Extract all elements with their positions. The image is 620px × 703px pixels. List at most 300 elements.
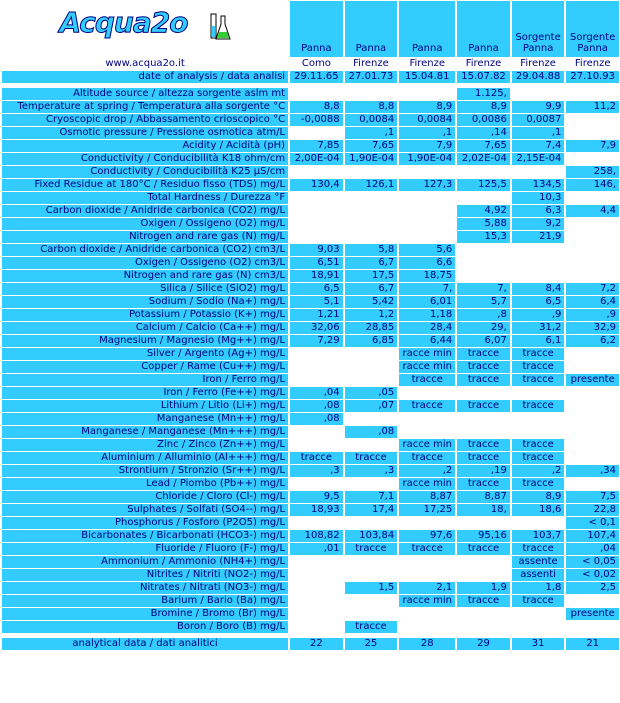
row-value (566, 114, 619, 126)
row-value (399, 608, 455, 620)
date-label: date of analysis / data analisi (2, 71, 288, 83)
table-row (2, 621, 619, 633)
row-value (345, 205, 398, 217)
row-value (512, 387, 565, 399)
row-value: tracce (512, 361, 565, 373)
row-value (290, 439, 343, 451)
row-label: Nitrates / Nitrati (NO3-) mg/L (2, 582, 288, 594)
row-label: Phosphorus / Fosforo (P2O5) mg/L (2, 517, 288, 529)
row-value: 6,07 (457, 335, 510, 347)
row-value: tracce (399, 374, 455, 386)
row-value: tracce (457, 452, 510, 464)
row-value: assenti (512, 569, 565, 581)
row-value (457, 244, 510, 256)
row-value: 2,02E-04 (457, 153, 510, 165)
row-value (399, 88, 455, 100)
table-row (2, 452, 619, 464)
row-value: 18,6 (512, 504, 565, 516)
row-value: tracce (457, 374, 510, 386)
row-value: tracce (512, 439, 565, 451)
row-value (345, 517, 398, 529)
row-value (399, 166, 455, 178)
row-label: Manganese (Mn++) mg/L (2, 413, 288, 425)
row-label: Nitrites / Nitriti (NO2-) mg/L (2, 569, 288, 581)
table-row (2, 439, 619, 451)
row-value: 103,7 (512, 530, 565, 542)
row-value: 9,5 (290, 491, 343, 503)
row-value: 1,21 (290, 309, 343, 321)
row-value: tracce (512, 452, 565, 464)
row-value: 9,2 (512, 218, 565, 230)
row-value (399, 426, 455, 438)
row-value (290, 127, 343, 139)
row-value (457, 608, 510, 620)
row-value (290, 556, 343, 568)
row-value (566, 361, 619, 373)
separator-cell (2, 634, 288, 637)
row-label: Osmotic pressure / Pressione osmotica atm/L (2, 127, 288, 139)
row-value: tracce (345, 452, 398, 464)
table-row (2, 426, 619, 438)
row-label: Oxigen / Ossigeno (O2) cm3/L (2, 257, 288, 269)
separator-cell (290, 84, 343, 87)
row-value: 0,0087 (512, 114, 565, 126)
row-value: ,04 (290, 387, 343, 399)
row-value: 2,1 (399, 582, 455, 594)
row-value: tracce (512, 400, 565, 412)
row-value: tracce (512, 595, 565, 607)
row-value: racce min (399, 478, 455, 490)
row-value (399, 517, 455, 529)
row-value: 2,5 (566, 582, 619, 594)
row-value: 29, (457, 322, 510, 334)
row-value: 7,4 (512, 140, 565, 152)
row-value (457, 166, 510, 178)
table-row (2, 192, 619, 204)
row-value: 17,25 (399, 504, 455, 516)
row-value: 9,03 (290, 244, 343, 256)
table-row (2, 296, 619, 308)
row-value (512, 88, 565, 100)
row-value (290, 361, 343, 373)
separator-cell (457, 84, 510, 87)
row-value: tracce (399, 543, 455, 555)
row-value: ,3 (290, 465, 343, 477)
row-value: < 0,1 (566, 517, 619, 529)
row-value: 103,84 (345, 530, 398, 542)
row-value (290, 348, 343, 360)
column-site: Firenze (353, 58, 389, 69)
row-value: 1,90E-04 (345, 153, 398, 165)
table-row (2, 101, 619, 113)
row-value (399, 218, 455, 230)
column-site: Firenze (409, 58, 446, 69)
row-label: Strontium / Stronzio (Sr++) mg/L (2, 465, 288, 477)
column-date: 15.04.81 (399, 71, 455, 83)
row-value (345, 218, 398, 230)
row-label: Nitrogen and rare gas (N) mg/L (2, 231, 288, 243)
row-label: Copper / Rame (Cu++) mg/L (2, 361, 288, 373)
row-value (566, 452, 619, 464)
table-row (2, 140, 619, 152)
row-value: 32,06 (290, 322, 343, 334)
row-value (290, 88, 343, 100)
row-value: 6,85 (345, 335, 398, 347)
row-value (345, 595, 398, 607)
row-value (512, 517, 565, 529)
row-value: 17,4 (345, 504, 398, 516)
row-value (290, 608, 343, 620)
date-row (2, 71, 619, 83)
row-value (566, 348, 619, 360)
row-value: 8,9 (399, 101, 455, 113)
row-value (566, 192, 619, 204)
row-value: ,8 (457, 309, 510, 321)
column-header (512, 1, 565, 57)
row-value: tracce (512, 374, 565, 386)
analytical-value: 21 (566, 638, 619, 650)
row-label: Manganese / Manganese (Mn+++) mg/L (2, 426, 288, 438)
column-title-line1: Sorgente (570, 32, 616, 43)
row-value: tracce (512, 348, 565, 360)
row-value: ,04 (566, 543, 619, 555)
row-value: 1,90E-04 (399, 153, 455, 165)
row-value: 6,4 (566, 296, 619, 308)
row-value (345, 374, 398, 386)
logo-text: Acqua2o (59, 6, 188, 39)
row-value: presente (566, 608, 619, 620)
row-value (457, 413, 510, 425)
row-label: Potassium / Potassio (K+) mg/L (2, 309, 288, 321)
row-value: 6,01 (399, 296, 455, 308)
table-row (2, 244, 619, 256)
row-value: tracce (290, 452, 343, 464)
analytical-value: 29 (457, 638, 510, 650)
table-row (2, 114, 619, 126)
row-label: Conductivity / Conducibilità K18 ohm/cm (2, 153, 288, 165)
separator-cell (512, 634, 565, 637)
row-label: Lead / Piombo (Pb++) mg/L (2, 478, 288, 490)
row-value: 7,29 (290, 335, 343, 347)
row-value (290, 166, 343, 178)
row-label: Bromine / Bromo (Br) mg/L (2, 608, 288, 620)
row-value (345, 608, 398, 620)
row-value (512, 166, 565, 178)
row-value: presente (566, 374, 619, 386)
row-value: ,3 (345, 465, 398, 477)
row-value: 1,8 (512, 582, 565, 594)
row-value (512, 257, 565, 269)
row-value: 32,9 (566, 322, 619, 334)
row-value: 108,82 (290, 530, 343, 542)
table-row (2, 517, 619, 529)
row-label: Nitrogen and rare gas (N) cm3/L (2, 270, 288, 282)
row-value: 22,8 (566, 504, 619, 516)
row-value (457, 556, 510, 568)
row-value: 134,5 (512, 179, 565, 191)
row-value (566, 244, 619, 256)
row-value: 6,1 (512, 335, 565, 347)
table-row (2, 270, 619, 282)
row-value (290, 374, 343, 386)
row-value (566, 400, 619, 412)
table-row (2, 582, 619, 594)
column-date: 29.11.65 (290, 71, 343, 83)
row-value: 6,44 (399, 335, 455, 347)
row-label: Iron / Ferro mg/L (2, 374, 288, 386)
separator-cell (512, 84, 565, 87)
row-value (566, 153, 619, 165)
row-value (345, 556, 398, 568)
column-site: Firenze (520, 58, 556, 69)
column-title-line2: Panna (411, 43, 443, 54)
row-value: tracce (457, 595, 510, 607)
row-value: 2,00E-04 (290, 153, 343, 165)
table-row (2, 413, 619, 425)
row-label: Lithium / Litio (Li+) mg/L (2, 400, 288, 412)
row-label: Bicarbonates / Bicarbonati (HCO3-) mg/L (2, 530, 288, 542)
row-value: 8,4 (512, 283, 565, 295)
row-value: 146, (566, 179, 619, 191)
column-title-line2: Panna (522, 43, 554, 54)
row-label: Altitude source / altezza sorgente aslm mt (2, 88, 288, 100)
row-label: Ammonium / Ammonio (NH4+) mg/L (2, 556, 288, 568)
table-row (2, 478, 619, 490)
row-value (399, 192, 455, 204)
table-row (2, 504, 619, 516)
row-value (512, 244, 565, 256)
table-row (2, 556, 619, 568)
row-value (457, 517, 510, 529)
row-label: Fixed Residue at 180°C / Residuo fisso (TDS) mg/L (2, 179, 288, 191)
row-label: Conductivity / Conducibilità K25 µS/cm (2, 166, 288, 178)
table-row (2, 595, 619, 607)
separator (2, 634, 619, 637)
row-value: 8,8 (345, 101, 398, 113)
row-value: ,08 (290, 400, 343, 412)
separator-cell (399, 84, 455, 87)
row-value: 31,2 (512, 322, 565, 334)
table-row (2, 205, 619, 217)
row-value: 6,5 (290, 283, 343, 295)
row-value: 6,7 (345, 283, 398, 295)
row-value: 6,3 (512, 205, 565, 217)
row-value: ,01 (290, 543, 343, 555)
row-label: Fluoride / Fluoro (F-) mg/L (2, 543, 288, 555)
row-value: ,08 (345, 426, 398, 438)
row-value: 126,1 (345, 179, 398, 191)
row-value: ,34 (566, 465, 619, 477)
row-value: racce min (399, 595, 455, 607)
row-value: assente (512, 556, 565, 568)
analytical-row (2, 638, 619, 650)
row-value: 7,2 (566, 283, 619, 295)
row-value: 8,9 (512, 491, 565, 503)
row-value: 0,0084 (399, 114, 455, 126)
row-value: 8,9 (457, 101, 510, 113)
site-row (2, 58, 619, 70)
row-value: 7,65 (457, 140, 510, 152)
row-value: 7, (399, 283, 455, 295)
row-value: 125,5 (457, 179, 510, 191)
row-value: 18,91 (290, 270, 343, 282)
row-value: 6,51 (290, 257, 343, 269)
table-row (2, 309, 619, 321)
row-value: 1,18 (399, 309, 455, 321)
row-value: 7,5 (566, 491, 619, 503)
row-label: Carbon dioxide / Anidride carbonica (CO2) mg/L (2, 205, 288, 217)
row-value: 8,8 (290, 101, 343, 113)
row-value: 8,87 (399, 491, 455, 503)
row-value (345, 478, 398, 490)
analytical-value: 22 (290, 638, 343, 650)
row-value: < 0,05 (566, 556, 619, 568)
table-row (2, 348, 619, 360)
row-label: Acidity / Acidità (pH) (2, 140, 288, 152)
row-value: 6,6 (399, 257, 455, 269)
row-label: Chloride / Cloro (Cl-) mg/L (2, 491, 288, 503)
row-value: ,9 (566, 309, 619, 321)
column-title-line2: Panna (468, 43, 499, 54)
row-value (345, 361, 398, 373)
row-value (457, 192, 510, 204)
row-value (512, 608, 565, 620)
row-value (566, 231, 619, 243)
row-value: ,1 (512, 127, 565, 139)
row-value: 17,5 (345, 270, 398, 282)
row-value: 258, (566, 166, 619, 178)
row-value: 2,15E-04 (512, 153, 565, 165)
row-value (457, 270, 510, 282)
row-value: -0,0088 (290, 114, 343, 126)
row-value: 5,88 (457, 218, 510, 230)
table-row (2, 153, 619, 165)
row-value: 28,85 (345, 322, 398, 334)
row-value (512, 621, 565, 633)
table-row (2, 400, 619, 412)
row-value: ,07 (345, 400, 398, 412)
separator-cell (399, 634, 455, 637)
row-label: Calcium / Calcio (Ca++) mg/L (2, 322, 288, 334)
row-value: ,08 (290, 413, 343, 425)
row-value: 7,9 (399, 140, 455, 152)
table-row (2, 374, 619, 386)
row-value (566, 387, 619, 399)
row-value: 130,4 (290, 179, 343, 191)
table-row (2, 218, 619, 230)
analytical-value: 28 (399, 638, 455, 650)
column-header (290, 1, 343, 57)
row-value: 28,4 (399, 322, 455, 334)
row-value (290, 517, 343, 529)
table-row (2, 543, 619, 555)
table-row (2, 179, 619, 191)
row-value: < 0,02 (566, 569, 619, 581)
column-header (566, 1, 619, 57)
row-value: 6,2 (566, 335, 619, 347)
row-value: 7,85 (290, 140, 343, 152)
row-value (566, 127, 619, 139)
separator-cell (290, 634, 343, 637)
column-header (457, 1, 510, 57)
row-value: 0,0086 (457, 114, 510, 126)
row-label: Boron / Boro (B) mg/L (2, 621, 288, 633)
row-label: Aluminium / Alluminio (Al+++) mg/L (2, 452, 288, 464)
row-value: 5,8 (345, 244, 398, 256)
table-row (2, 88, 619, 100)
row-value: 6,7 (345, 257, 398, 269)
table-row (2, 283, 619, 295)
separator-cell (345, 634, 398, 637)
row-value: racce min (399, 439, 455, 451)
row-value (290, 231, 343, 243)
row-value (345, 348, 398, 360)
header-row (2, 1, 619, 57)
row-value: 95,16 (457, 530, 510, 542)
column-date: 27.10.93 (566, 71, 619, 83)
row-label: Iron / Ferro (Fe++) mg/L (2, 387, 288, 399)
site-url[interactable]: www.acqua2o.it (105, 58, 185, 69)
row-value: 0,0084 (345, 114, 398, 126)
row-value (566, 257, 619, 269)
row-value: tracce (399, 452, 455, 464)
separator-cell (2, 84, 288, 87)
row-value (345, 192, 398, 204)
analytical-value: 31 (512, 638, 565, 650)
table-row (2, 569, 619, 581)
row-label: Cryoscopic drop / Abbassamento crioscopico °C (2, 114, 288, 126)
column-date: 29.04.88 (512, 71, 565, 83)
row-value: 1,9 (457, 582, 510, 594)
row-label: Barium / Bario (Ba) mg/L (2, 595, 288, 607)
row-value: ,2 (399, 465, 455, 477)
column-header (399, 1, 455, 57)
row-label: Sodium / Sodio (Na+) mg/L (2, 296, 288, 308)
row-value (512, 426, 565, 438)
row-value: tracce (512, 478, 565, 490)
row-value: 5,42 (345, 296, 398, 308)
row-label: Sulphates / Solfati (SO4--) mg/L (2, 504, 288, 516)
row-value: tracce (512, 543, 565, 555)
row-value: 11,2 (566, 101, 619, 113)
column-site: Firenze (574, 58, 611, 69)
row-value (290, 569, 343, 581)
row-value (345, 166, 398, 178)
row-value (457, 426, 510, 438)
row-value (399, 569, 455, 581)
table-row (2, 335, 619, 347)
row-value: tracce (457, 478, 510, 490)
row-value: 5,7 (457, 296, 510, 308)
row-value: 7,9 (566, 140, 619, 152)
row-label: Total Hardness / Durezza °F (2, 192, 288, 204)
row-value: 9,9 (512, 101, 565, 113)
row-value: 97,6 (399, 530, 455, 542)
row-value (566, 439, 619, 451)
table-row (2, 322, 619, 334)
table-row (2, 491, 619, 503)
lab-flask-icon (209, 12, 231, 46)
row-value: 21,9 (512, 231, 565, 243)
row-value (512, 270, 565, 282)
row-value (457, 569, 510, 581)
row-value (399, 556, 455, 568)
row-value: 18,93 (290, 504, 343, 516)
row-value (290, 426, 343, 438)
column-site: Firenze (465, 58, 502, 69)
row-label: Temperature at spring / Temperatura alla sorgente °C (2, 101, 288, 113)
row-value: 7, (457, 283, 510, 295)
